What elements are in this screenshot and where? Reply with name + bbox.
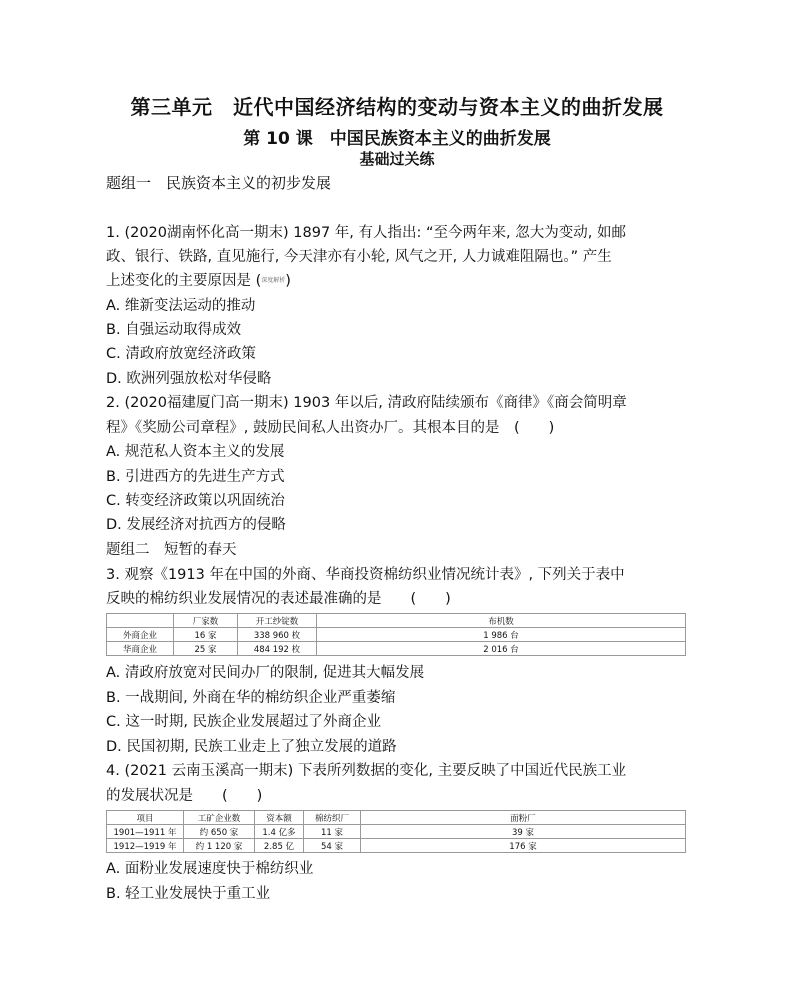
q2-option-c: C. 转变经济政策以巩固统治 <box>106 493 285 509</box>
q4-table <box>106 810 686 853</box>
table-cell: 2 016 台 <box>317 642 686 656</box>
q1-option-b: B. 自强运动取得成效 <box>106 322 242 338</box>
q3-option-a: A. 清政府放宽对民间办厂的限制, 促进其大幅发展 <box>106 665 425 681</box>
q1-close: ) <box>285 273 291 289</box>
table-row <box>107 628 686 642</box>
table-cell: 约 1 120 家 <box>184 839 255 853</box>
table-cell: 华商企业 <box>107 642 174 656</box>
q1-tag: 深度解析 <box>261 277 286 284</box>
q1-line3 <box>106 271 291 291</box>
table-cell: 39 家 <box>361 825 686 839</box>
table-header-cell: 布机数 <box>317 614 686 628</box>
q2-option-b: B. 引进西方的先进生产方式 <box>106 469 285 485</box>
q3-line2: 反映的棉纺织业发展情况的表述最准确的是 ( ) <box>106 591 451 607</box>
table-cell: 338 960 枚 <box>238 628 317 642</box>
q4-line1: 4. (2021 云南玉溪高一期末) 下表所列数据的变化, 主要反映了中国近代民族工业 <box>106 763 627 779</box>
q3-option-b: B. 一战期间, 外商在华的棉纺织企业严重萎缩 <box>106 690 396 706</box>
table-cell: 外商企业 <box>107 628 174 642</box>
section-title: 基础过关练 <box>359 150 435 168</box>
table-cell: 2.85 亿 <box>255 839 304 853</box>
q4-option-b: B. 轻工业发展快于重工业 <box>106 886 271 902</box>
q2-line2: 程》《奖励公司章程》, 鼓励民间私人出资办厂。其根本目的是 ( ) <box>106 420 555 436</box>
table-cell: 54 家 <box>304 839 361 853</box>
q1-stem-end: 上述变化的主要原因是 ( <box>106 273 262 289</box>
q1-line2: 政、银行、铁路, 直见施行, 今天津亦有小轮, 风气之开, 人力诚难阻隔也。” 产生 <box>106 249 612 265</box>
q4-option-a: A. 面粉业发展速度快于棉纺织业 <box>106 861 314 877</box>
table-header-row <box>107 811 686 825</box>
table-cell: 约 650 家 <box>184 825 255 839</box>
table-header-cell: 棉纺织厂 <box>304 811 361 825</box>
table-cell: 1901—1911 年 <box>107 825 184 839</box>
q3-option-d: D. 民国初期, 民族工业走上了独立发展的道路 <box>106 739 397 755</box>
q1-option-c: C. 清政府放宽经济政策 <box>106 346 256 362</box>
table-header-cell: 开工纱锭数 <box>238 614 317 628</box>
table-cell: 1912—1919 年 <box>107 839 184 853</box>
table-header-cell: 项目 <box>107 811 184 825</box>
q1-option-a: A. 维新变法运动的推动 <box>106 298 256 314</box>
q3-table <box>106 613 686 656</box>
q2-option-d: D. 发展经济对抗西方的侵略 <box>106 517 286 533</box>
table-header-cell: 工矿企业数 <box>184 811 255 825</box>
unit-title: 第三单元 近代中国经济结构的变动与资本主义的曲折发展 <box>130 95 664 119</box>
table-cell: 16 家 <box>174 628 238 642</box>
table-header-row <box>107 614 686 628</box>
table-header-cell: 面粉厂 <box>361 811 686 825</box>
table-cell: 484 192 枚 <box>238 642 317 656</box>
table-cell: 1.4 亿多 <box>255 825 304 839</box>
table-header-cell: 资本额 <box>255 811 304 825</box>
q2-line1: 2. (2020福建厦门高一期末) 1903 年以后, 清政府陆续颁布《商律》《商会简明章 <box>106 395 627 411</box>
table-header-cell: 厂家数 <box>174 614 238 628</box>
table-cell: 1 986 台 <box>317 628 686 642</box>
group1-heading: 题组一 民族资本主义的初步发展 <box>106 174 332 192</box>
table-row <box>107 642 686 656</box>
table-row <box>107 825 686 839</box>
q3-line1: 3. 观察《1913 年在中国的外商、华商投资棉纺织业情况统计表》, 下列关于表中 <box>106 567 625 583</box>
table-row <box>107 839 686 853</box>
q4-line2: 的发展状况是 ( ) <box>106 788 263 804</box>
lesson-title: 第 10 课 中国民族资本主义的曲折发展 <box>243 129 551 149</box>
table-cell: 25 家 <box>174 642 238 656</box>
table-cell: 11 家 <box>304 825 361 839</box>
table-cell: 176 家 <box>361 839 686 853</box>
q1-line1: 1. (2020湖南怀化高一期末) 1897 年, 有人指出: “至今两年来, 忽大为变动, 如邮 <box>106 225 626 241</box>
q1-option-d: D. 欧洲列强放松对华侵略 <box>106 371 272 387</box>
table-header-cell <box>107 614 174 628</box>
q2-option-a: A. 规范私人资本主义的发展 <box>106 444 285 460</box>
q3-option-c: C. 这一时期, 民族企业发展超过了外商企业 <box>106 714 382 730</box>
group2-heading: 题组二 短暂的春天 <box>106 542 237 558</box>
